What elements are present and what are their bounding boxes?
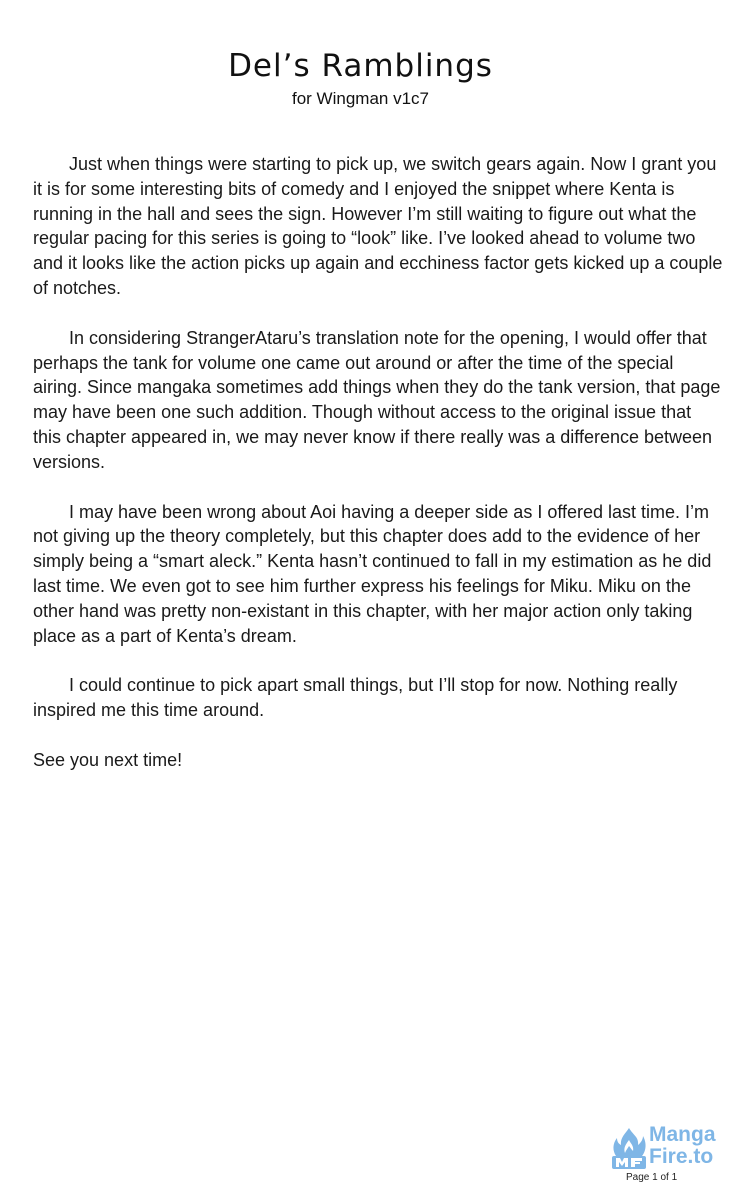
watermark-logo [611,1124,723,1172]
paragraph-1: Just when things were starting to pick up, we switch gears again. Now I grant you it is for some interesting bits of comedy and I enjoyed the snippet where Kenta is running in the hall and sees the sign. However I’m still waiting to figure out what the regular pacing for this series is going to “look” like. I’ve looked ahead to volume two and it looks like the action picks up again and ecchiness factor gets kicked up a couple of notches. [33,154,723,298]
paragraph-3: I may have been wrong about Aoi having a deeper side as I offered last time. I’m not giving up the theory completely, but this chapter does add to the evidence of her simply being a “smart aleck.” Kenta hasn’t continued to fall in my estimation as he did last time. We even got to see him further express his feelings for Miku. Miku on the other hand was pretty non-existant in this chapter, with her major action only taking place as a part of Kenta’s dream. [33,501,712,646]
flame-logo-icon [611,1126,647,1170]
document-body [33,152,723,798]
watermark-line-2: Fire.to [649,1145,714,1168]
page-subtitle: for Wingman v1c7 [292,89,429,108]
paragraph-2: In considering StrangerAtaru’s translation note for the opening, I would offer that perhaps the tank for volume one came out around or after the time of the special airing. Since mangaka sometimes add things when they do the tank version, that page may have been one such addition. Though without access to the original issue that this chapter appeared in, we may never know if there really was a difference between versions. [33,327,721,472]
watermark-text [649,1124,716,1168]
closing-line: See you next time! [33,749,183,770]
watermark-line-1: Manga [649,1123,716,1146]
page-title: Del’s Ramblings [228,48,493,84]
paragraph-4: I could continue to pick apart small things, but I’ll stop for now. Nothing really inspired me this time around. [33,675,678,721]
page-number: Page 1 of 1 [626,1172,678,1183]
